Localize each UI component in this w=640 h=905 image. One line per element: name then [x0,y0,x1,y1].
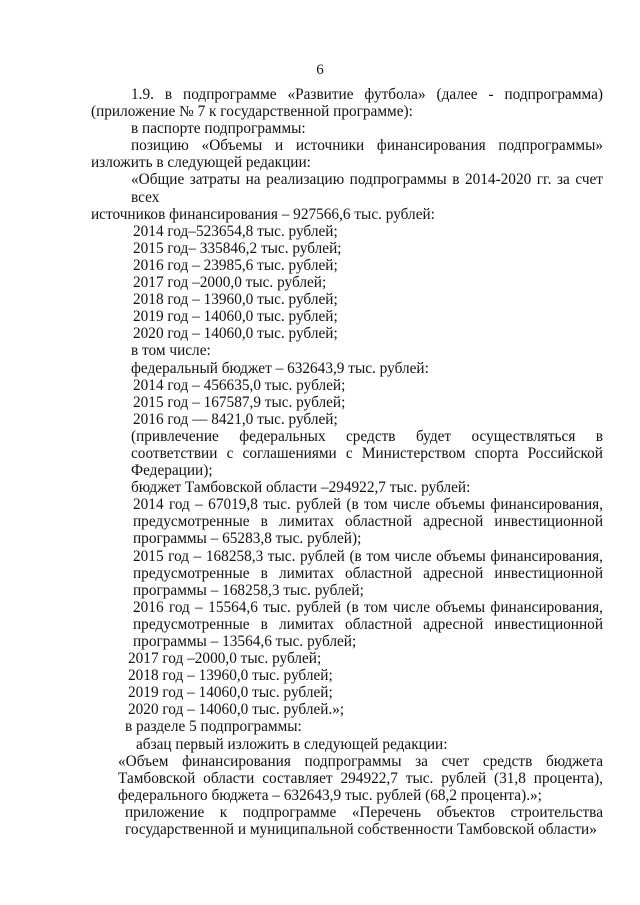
paragraph: 2014 год – 456635,0 тыс. рублей; [133,376,346,394]
paragraph: 2020 год – 14060,0 тыс. рублей.»; [128,701,345,719]
paragraph: 2014 год–523654,8 тыс. рублей; [133,222,338,240]
paragraph: 2017 год –2000,0 тыс. рублей; [128,650,322,668]
document-body [91,86,603,838]
paragraph: в разделе 5 подпрограммы: [125,718,302,736]
paragraph: 2019 год – 14060,0 тыс. рублей; [133,308,338,326]
paragraph: абзац первый изложить в следующей редакции: [136,735,448,753]
paragraph: 2015 год – 167587,9 тыс. рублей; [133,393,346,411]
paragraph: 2015 год – 168258,3 тыс. рублей (в том числе объемы финансирования, предусмотренные в лимитах областной адресной инвестиционной программы – 168258,3 тыс. рублей; [133,547,603,599]
paragraph: федеральный бюджет – 632643,9 тыс. рублей: [131,359,429,377]
paragraph: 2014 год – 67019,8 тыс. рублей (в том числе объемы финансирования, предусмотренные в лимитах областной адресной инвестиционной программы – 65283,8 тыс. рублей); [133,496,603,548]
paragraph: 2015 год– 335846,2 тыс. рублей; [133,239,342,257]
paragraph: 2018 год – 13960,0 тыс. рублей; [133,291,338,309]
paragraph: 2018 год – 13960,0 тыс. рублей; [128,667,333,685]
page-number: 6 [316,62,324,78]
paragraph: бюджет Тамбовской области –294922,7 тыс. рублей: [131,479,471,497]
paragraph: в том числе: [131,342,211,360]
paragraph: 2016 год – 15564,6 тыс. рублей (в том числе объемы финансирования, предусмотренные в лимитах областной адресной инвестиционной программы – 13564,6 тыс. рублей; [133,598,603,650]
paragraph: 2019 год – 14060,0 тыс. рублей; [128,684,333,702]
paragraph: позицию «Объемы и источники финансирования подпрограммы» [131,137,603,155]
paragraph: 2016 год – 23985,6 тыс. рублей; [133,256,338,274]
paragraph: 2016 год — 8421,0 тыс. рублей; [133,410,338,428]
paragraph: источников финансирования – 927566,6 тыс. рублей: [91,205,435,223]
paragraph: (привлечение федеральных средств будет осуществляться в соответствии с соглашениями с Министерством спорта Российской Федерации); [131,427,603,480]
paragraph: изложить в следующей редакции: [91,154,311,172]
paragraph: (приложение № 7 к государственной программе): [91,103,413,121]
paragraph: 2017 год –2000,0 тыс. рублей; [133,274,327,292]
paragraph: «Общие затраты на реализацию подпрограммы в 2014-2020 гг. за счет всех [131,171,603,206]
paragraph: 1.9. в подпрограмме «Развитие футбола» (далее - подпрограмма) [131,86,603,103]
paragraph: в паспорте подпрограммы: [131,120,306,138]
paragraph: 2020 год – 14060,0 тыс. рублей; [133,325,338,343]
paragraph: приложение к подпрограмме «Перечень объектов строительства государственной и муниципальной собственности Тамбовской области» [125,803,603,839]
paragraph: «Объем финансирования подпрограммы за счет средств бюджета Тамбовской области составляет 294922,7 тыс. рублей (31,8 процента), федерального бюджета – 632643,9 тыс. рублей (68,2 процента).»; [118,752,603,804]
